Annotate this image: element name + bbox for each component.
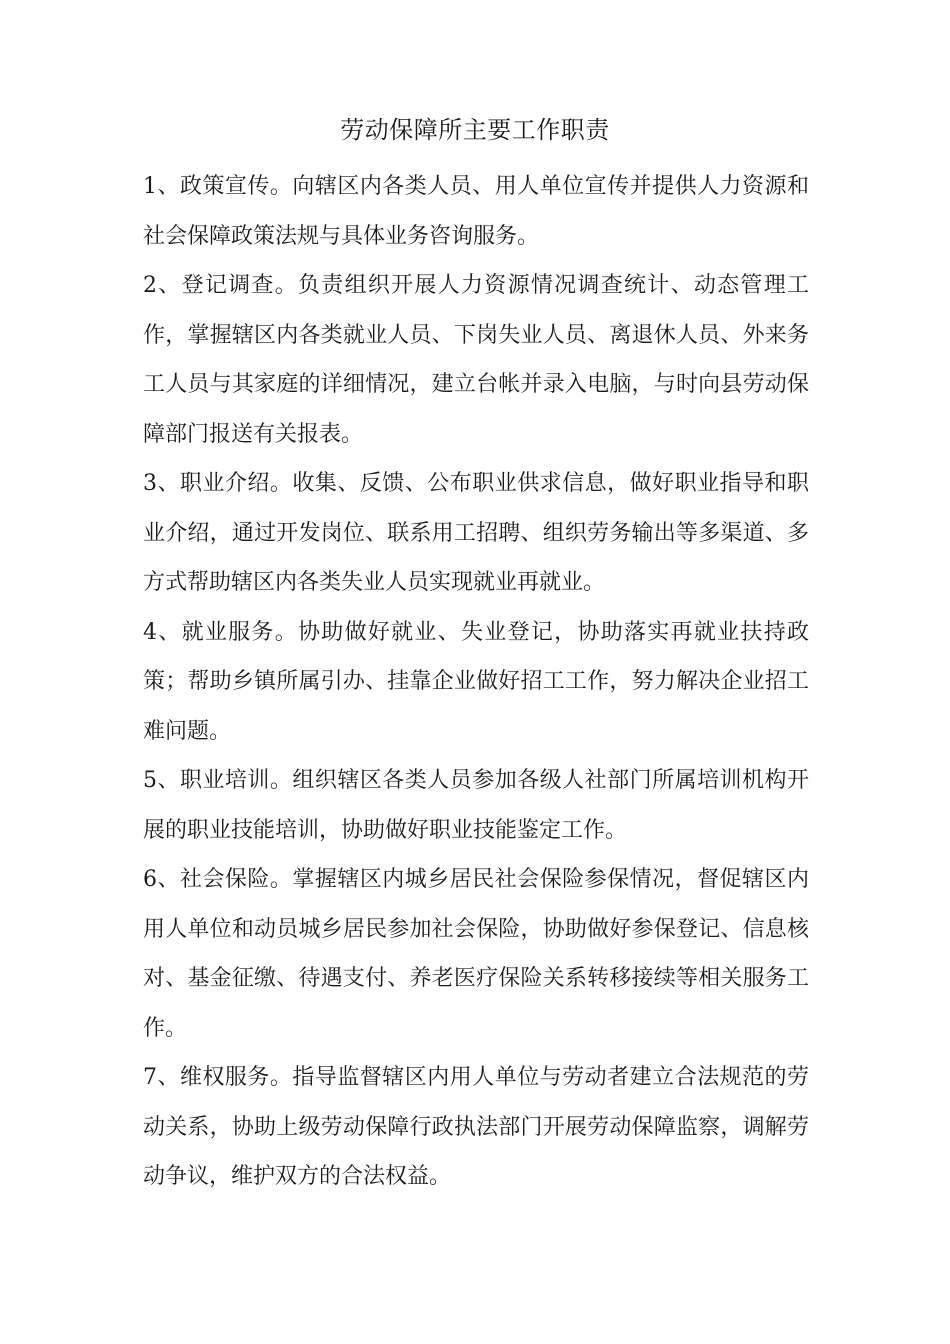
duty-item-1: 1、政策宣传。向辖区内各类人员、用人单位宣传并提供人力资源和社会保障政策法规与具体业务咨询服务。 bbox=[143, 174, 809, 249]
duty-item-3: 3、职业介绍。收集、反馈、公布职业供求信息，做好职业指导和职业介绍，通过开发岗位、联系用工招聘、组织劳务输出等多渠道、多方式帮助辖区内各类失业人员实现就业再就业。 bbox=[143, 471, 809, 595]
duty-item-7: 7、维权服务。指导监督辖区内用人单位与劳动者建立合法规范的劳动关系，协助上级劳动保障行政执法部门开展劳动保障监察，调解劳动争议，维护双方的合法权益。 bbox=[143, 1065, 809, 1189]
duty-item-4: 4、就业服务。协助做好就业、失业登记，协助落实再就业扶持政策；帮助乡镇所属引办、挂靠企业做好招工工作，努力解决企业招工难问题。 bbox=[143, 619, 809, 744]
document-body bbox=[143, 162, 809, 1202]
duty-item-6: 6、社会保险。掌握辖区内城乡居民社会保险参保情况，督促辖区内用人单位和动员城乡居民参加社会保险，协助做好参保登记、信息核对、基金征缴、待遇支付、养老医疗保险关系转移接续等相关服务工作。 bbox=[143, 867, 809, 1041]
document-title: 劳动保障所主要工作职责 bbox=[340, 116, 610, 144]
duty-item-5: 5、职业培训。组织辖区各类人员参加各级人社部门所属培训机构开展的职业技能培训，协助做好职业技能鉴定工作。 bbox=[143, 768, 809, 843]
duty-item-2: 2、登记调查。负责组织开展人力资源情况调查统计、动态管理工作，掌握辖区内各类就业人员、下岗失业人员、离退休人员、外来务工人员与其家庭的详细情况，建立台帐并录入电脑，与时向县劳动保障部门报送有关报表。 bbox=[143, 273, 809, 447]
